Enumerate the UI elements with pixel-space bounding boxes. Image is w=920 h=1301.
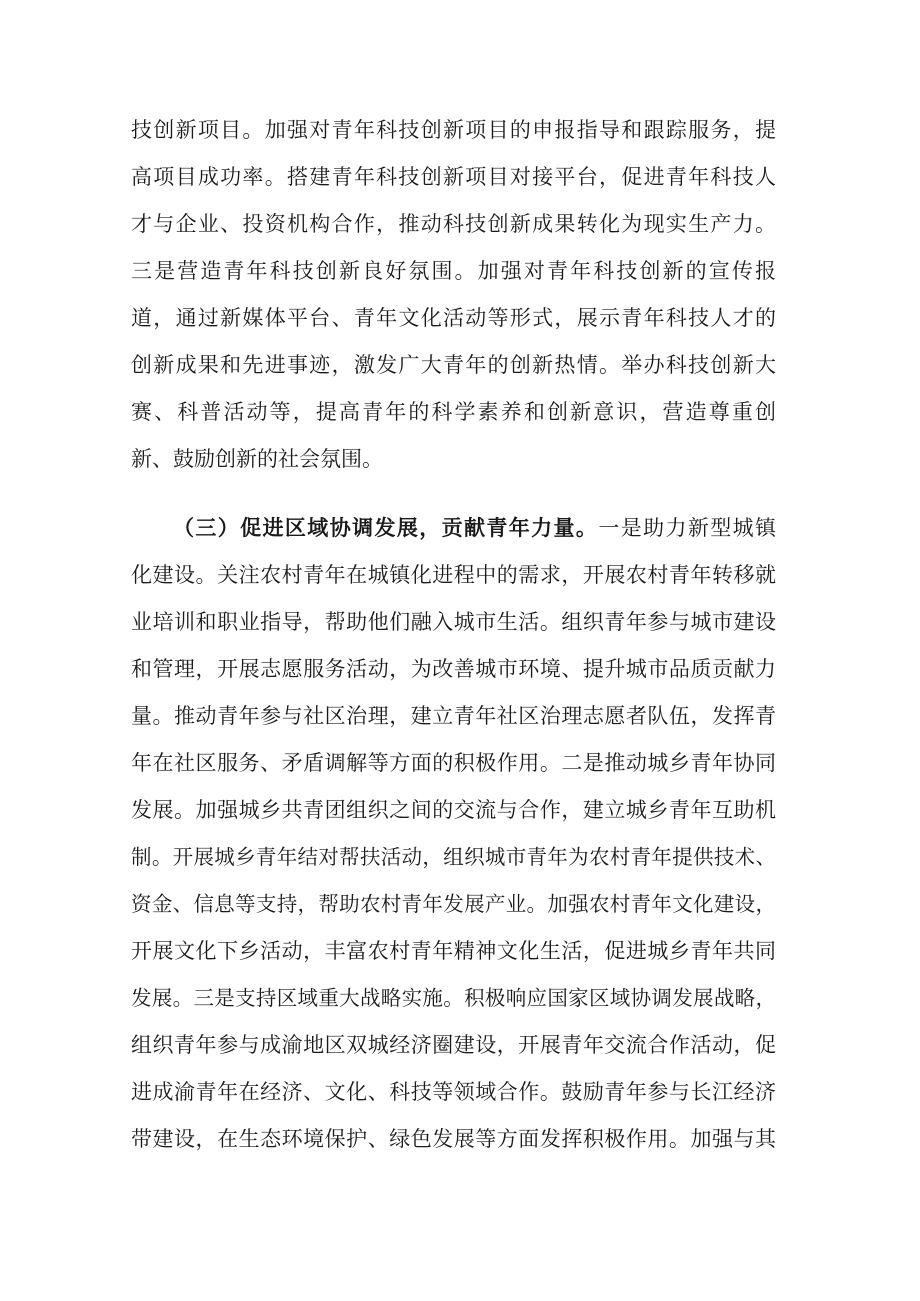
paragraph-line: 发展。加强城乡共青团组织之间的交流与合作，建立城乡青年互助机 [131, 798, 776, 822]
paragraph-line: 业培训和职业指导，帮助他们融入城市生活。组织青年参与城市建设 [131, 610, 776, 634]
paragraph-line: 和管理，开展志愿服务活动，为改善城市环境、提升城市品质贡献力 [131, 657, 776, 681]
paragraph-line: 化建设。关注农村青年在城镇化进程中的需求，开展农村青年转移就 [131, 563, 776, 587]
paragraph-line: 技创新项目。加强对青年科技创新项目的申报指导和跟踪服务，提 [131, 118, 776, 142]
paragraph-line: 赛、科普活动等，提高青年的科学素养和创新意识，营造尊重创 [131, 400, 776, 424]
paragraph-line: 开展文化下乡活动，丰富农村青年精神文化生活，促进城乡青年共同 [131, 939, 776, 963]
paragraph-line: 年在社区服务、矛盾调解等方面的积极作用。二是推动城乡青年协同 [131, 751, 776, 775]
paragraph-line: 进成渝青年在经济、文化、科技等领域合作。鼓励青年参与长江经济 [131, 1080, 776, 1104]
paragraph-line: 道，通过新媒体平台、青年文化活动等形式，展示青年科技人才的 [131, 306, 776, 330]
paragraph-line: 新、鼓励创新的社会氛围。 [131, 447, 383, 471]
paragraph-line: 组织青年参与成渝地区双城经济圈建设，开展青年交流合作活动，促 [131, 1033, 776, 1057]
paragraph-line: 发展。三是支持区域重大战略实施。积极响应国家区域协调发展战略， [131, 986, 776, 1010]
paragraph-line: 资金、信息等支持，帮助农村青年发展产业。加强农村青年文化建设， [131, 892, 776, 916]
paragraph-line: 量。推动青年参与社区治理，建立青年社区治理志愿者队伍，发挥青 [131, 704, 776, 728]
paragraph-line: 高项目成功率。搭建青年科技创新项目对接平台，促进青年科技人 [131, 165, 776, 189]
paragraph-line: 带建设，在生态环境保护、绿色发展等方面发挥积极作用。加强与其 [131, 1127, 776, 1151]
section-heading-rest: 一是助力新型城镇 [598, 516, 777, 540]
paragraph-line: 制。开展城乡青年结对帮扶活动，组织城市青年为农村青年提供技术、 [131, 845, 776, 869]
section-heading-line [173, 508, 776, 548]
paragraph-line: 三是营造青年科技创新良好氛围。加强对青年科技创新的宣传报 [131, 259, 776, 283]
paragraph-line: 才与企业、投资机构合作，推动科技创新成果转化为现实生产力。 [131, 212, 776, 236]
paragraph-line: 创新成果和先进事迹，激发广大青年的创新热情。举办科技创新大 [131, 353, 776, 377]
section-heading: （三）促进区域协调发展，贡献青年力量。 [173, 515, 599, 540]
